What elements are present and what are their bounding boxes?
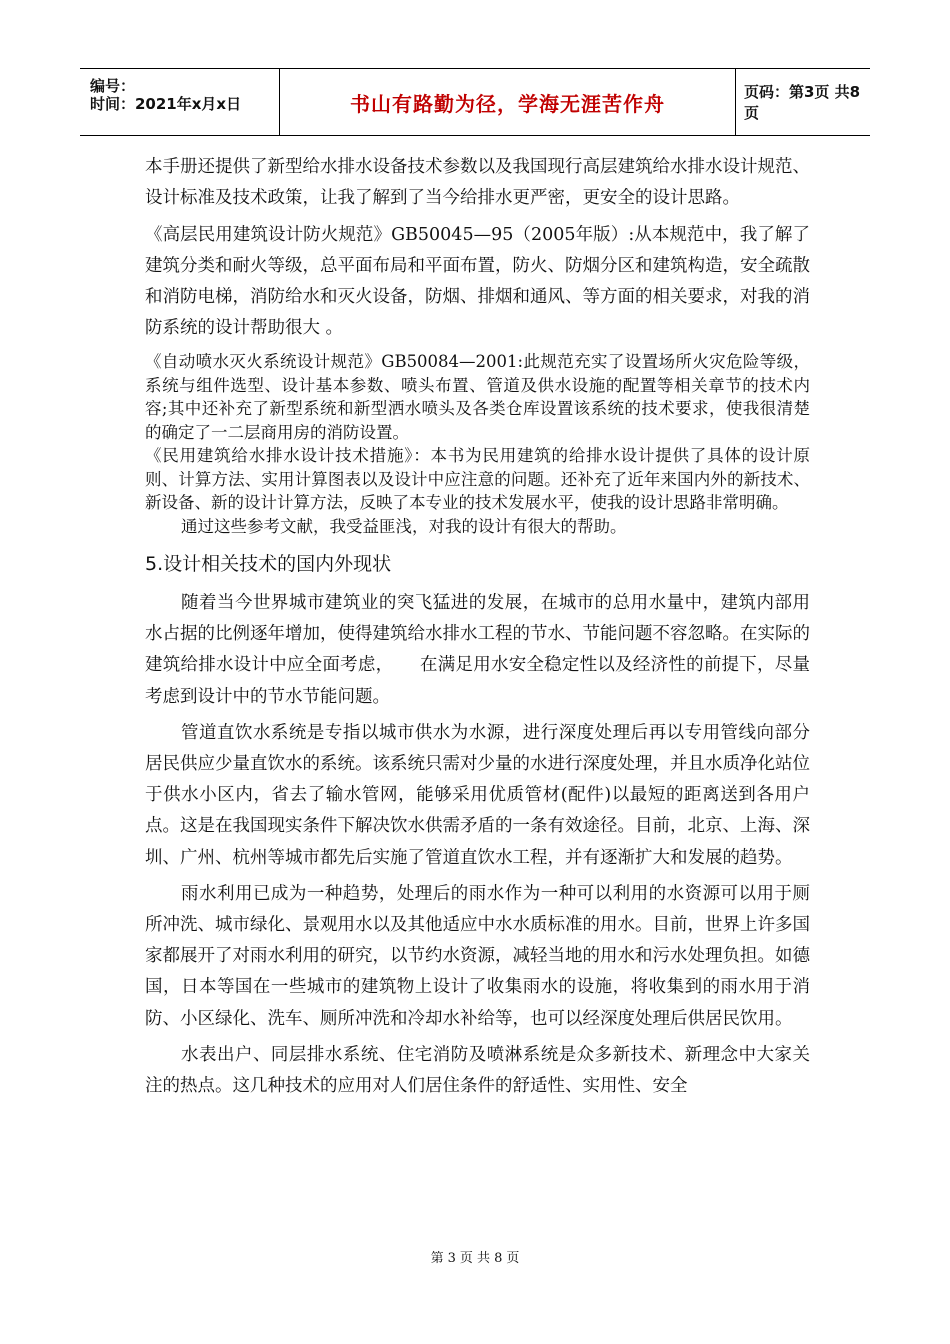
page-footer [0,1247,950,1266]
paragraph-direct-drinking: 管道直饮水系统是专指以城市供水为水源，进行深度处理后再以专用管线向部分居民供应少量直饮水的系统。该系统只需对少量的水进行深度处理，并且水质净化站位于供水小区内，省去了输水管网，能够采用优质管材(配件)以最短的距离送到各用户点。这是在我国现实条件下解决饮水供需矛盾的一条有效途径。目前，北京、上海、深圳、广州、杭州等城市都先后实施了管道直饮水工程，并有逐渐扩大和发展的趋势。 [145,722,810,868]
paragraph-sprinkler-code: 《自动喷水灭火系统设计规范》GB50084—2001:此规范充实了设置场所火灾危险等级，系统与组件选型、设计基本参数、喷头布置、管道及供水设施的配置等相关章节的技术内容;其中还补充了新型系统和新型洒水喷头及各类仓库设置该系统的技术要求，使我很清楚的确定了一二层商用房的消防设置。 [145,352,810,442]
footer-total-pages: 8 [494,1251,503,1266]
document-date: 时间：2021年x月x日 [90,95,242,113]
header-meta [80,69,280,135]
paragraph-fire-code: 《高层民用建筑设计防火规范》GB50045—95（2005年版）:从本规范中，我了解了建筑分类和耐火等级，总平面布局和平面布置，防火、防烟分区和建筑构造，安全疏散和消防电梯，消防给水和灭火设备，防烟、排烟和通风、等方面的相关要求，对我的消防系统的设计帮助很大 。 [145,225,810,338]
document-number: 编号： [90,77,136,95]
paragraph-water-saving: 随着当今世界城市建筑业的突飞猛进的发展，在城市的总用水量中，建筑内部用水占据的比例逐年增加，使得建筑给水排水工程的节水、节能问题不容忽略。在实际的建筑给排水设计中应全面考虑， 在满足用水安全稳定性以及经济性的前提下，尽量考虑到设计中的节水节能问题。 [145,593,810,707]
page-header [80,68,870,136]
paragraph-manual-intro: 本手册还提供了新型给水排水设备技术参数以及我国现行高层建筑给水排水设计规范、设计标准及技术政策，让我了解到了当今给排水更严密，更安全的设计思路。 [145,157,810,208]
header-page-info: 页码：第3页 共8页 [744,83,861,122]
paragraph-design-measures: 《民用建筑给水排水设计技术措施》：本书为民用建筑的给排水设计提供了具体的设计原则、计算方法、实用计算图表以及设计中应注意的问题。还补充了近年来国内外的新技术、新设备、新的设计计算方法，反映了本专业的技术发展水平，使我的设计思路非常明确。 [145,446,810,512]
paragraph-rainwater: 雨水利用已成为一种趋势，处理后的雨水作为一种可以利用的水资源可以用于厕所冲洗、城市绿化、景观用水以及其他适应中水水质标准的用水。目前，世界上许多国家都展开了对雨水利用的研究，以节约水资源，减轻当地的用水和污水处理负担。如德国，日本等国在一些城市的建筑物上设计了收集雨水的设施，将收集到的雨水用于消防、小区绿化、洗车、厕所冲洗和冷却水补给等，也可以经深度处理后供居民饮用。 [145,883,810,1029]
paragraph-hot-topics: 水表出户、同层排水系统、住宅消防及喷淋系统是众多新技术、新理念中大家关注的热点。这几种技术的应用对人们居住条件的舒适性、实用性、安全 [145,1044,810,1097]
footer-prefix: 第 [430,1251,444,1266]
footer-mid: 页 共 [459,1251,491,1266]
header-motto-cell [280,69,736,135]
section-heading: 5.设计相关技术的国内外现状 [145,553,392,575]
paragraph-closing: 通过这些参考文献，我受益匪浅，对我的设计有很大的帮助。 [181,516,627,536]
document-body [145,152,810,1107]
footer-suffix: 页 [506,1251,520,1266]
footer-page-number: 3 [447,1251,456,1266]
header-motto: 书山有路勤为径，学海无涯苦作舟 [350,91,665,116]
